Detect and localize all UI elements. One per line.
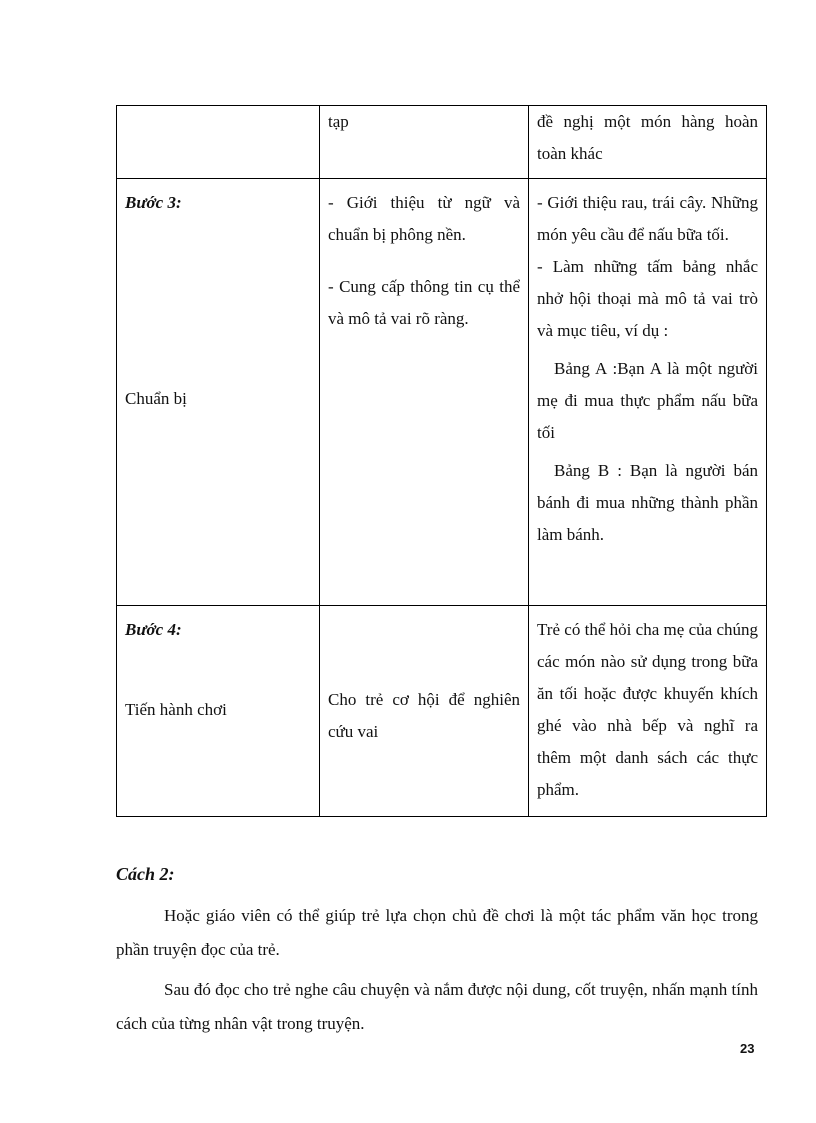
table-row-continued [117,106,767,179]
section-heading: Cách 2: [116,864,175,884]
step-4-label: Bước 4: [125,620,182,639]
body-paragraph: Hoặc giáo viên có thể giúp trẻ lựa chọn chủ đề chơi là một tác phẩm văn học trong phần truyện đọc của trẻ. [116,906,758,959]
table-cell-content [529,106,767,179]
cell-text: - Làm những tấm bảng nhắc nhở hội thoại mà mô tả vai trò và mục tiêu, ví dụ : [537,257,758,340]
cell-text: - Cung cấp thông tin cụ thể và mô tả vai rõ ràng. [328,277,520,328]
step-3-label: Bước 3: [125,193,182,212]
cell-text: Trẻ có thể hỏi cha mẹ của chúng các món nào sử dụng trong bữa ăn tối hoặc được khuyến khích ghé vào nhà bếp và nghĩ ra thêm một danh sách các thực phẩm. [537,620,758,799]
step-label-cell [117,606,320,817]
table-cell-teacher [320,179,529,606]
table-cell-teacher [320,606,529,817]
cell-text: Cho trẻ cơ hội để nghiên cứu vai [328,690,520,741]
cell-text: tạp [328,112,349,131]
cell-text: - Giới thiệu từ ngữ và chuẩn bị phông nền. [328,193,520,244]
step-4-name: Tiến hành chơi [125,700,227,719]
table-cell-content [529,179,767,606]
cell-text: - Giới thiệu rau, trái cây. Những món yêu cầu để nấu bữa tối. [537,193,758,244]
table-cell-empty [117,106,320,179]
cell-text: đề nghị một món hàng hoàn toàn khác [537,112,758,163]
table-row-step-3 [117,179,767,606]
cell-text: Bảng A :Bạn A là một người mẹ đi mua thực phẩm nấu bữa tối [537,359,758,442]
activity-steps-table [116,105,767,817]
table-row-step-4 [117,606,767,817]
page-number: 23 [740,1041,755,1056]
step-label-cell [117,179,320,606]
step-3-name: Chuẩn bị [125,389,187,408]
table-cell-teacher [320,106,529,179]
cell-text: Bảng B : Bạn là người bán bánh đi mua những thành phần làm bánh. [537,461,758,544]
body-paragraph: Sau đó đọc cho trẻ nghe câu chuyện và nắm được nội dung, cốt truyện, nhấn mạnh tính cách của từng nhân vật trong truyện. [116,980,758,1033]
table-cell-content [529,606,767,817]
